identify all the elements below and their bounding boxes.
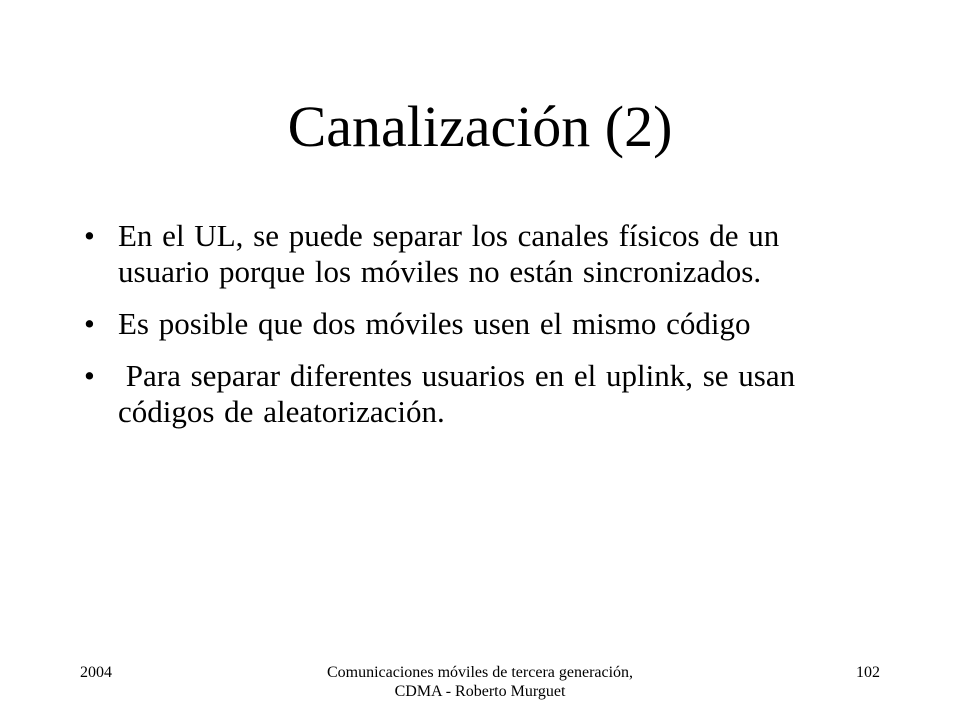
bullet-item	[82, 358, 862, 430]
bullet-item	[82, 218, 862, 290]
bullet-icon: •	[84, 218, 95, 253]
bullet-icon: •	[84, 306, 95, 341]
footer-year: 2004	[80, 664, 112, 681]
bullet-text: Es posible que dos móviles usen el mismo código	[118, 306, 751, 341]
footer-page-number: 102	[856, 664, 880, 681]
bullet-text: Para separar diferentes usuarios en el uplink, se usan códigos de aleatorización.	[118, 358, 805, 429]
footer-course-title: Comunicaciones móviles de tercera generación, CDMA - Roberto Murguet	[326, 664, 634, 700]
bullet-list	[82, 218, 862, 446]
slide-title: Canalización (2)	[287, 94, 673, 159]
bullet-icon: •	[84, 358, 95, 393]
bullet-text: En el UL, se puede separar los canales físicos de un usuario porque los móviles no están sincronizados.	[118, 218, 780, 289]
bullet-item	[82, 306, 862, 342]
